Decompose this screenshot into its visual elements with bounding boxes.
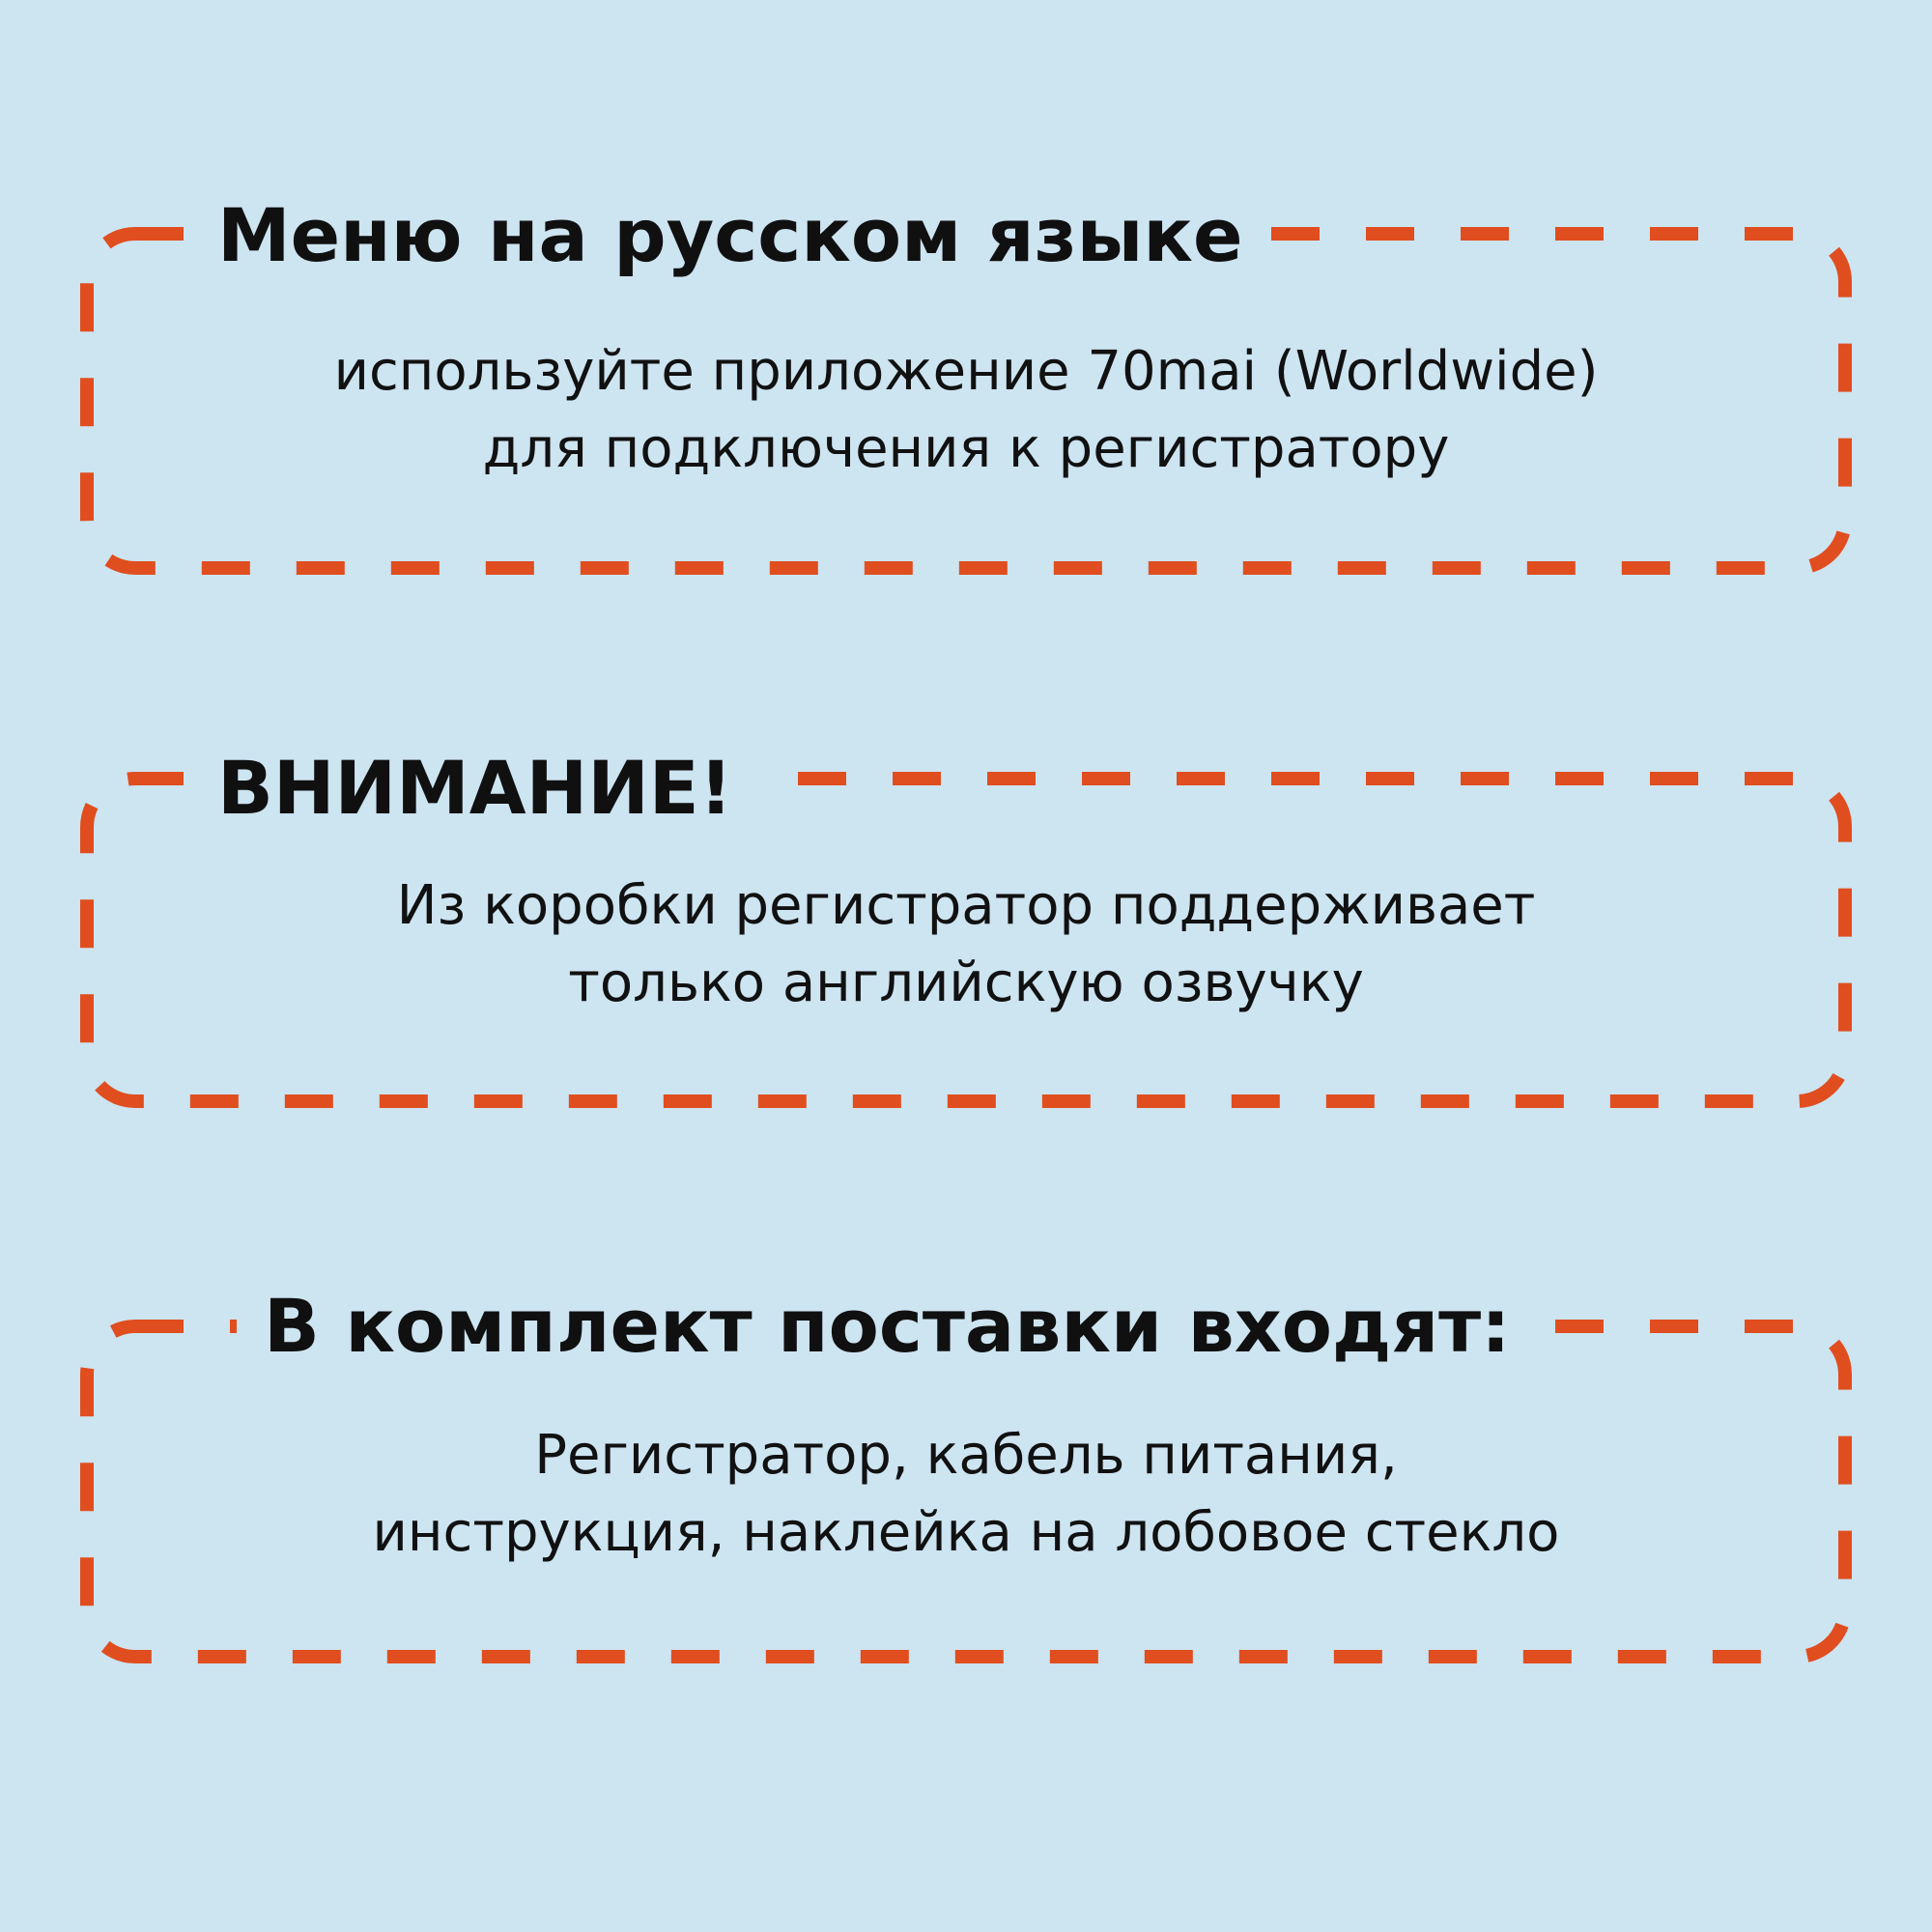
section-text-russian-menu xyxy=(116,333,1816,488)
section-text-package-contents xyxy=(116,1417,1816,1572)
section-text-attention xyxy=(116,867,1816,1022)
section-line: только английскую озвучку xyxy=(568,952,1364,1014)
section-title-attention: ВНИМАНИЕ! xyxy=(190,752,759,825)
section-line: используйте приложение 70mai (Worldwide) xyxy=(333,340,1599,403)
section-line: Из коробки регистратор поддерживает xyxy=(396,874,1536,937)
section-line: для подключения к регистратору xyxy=(482,417,1450,480)
section-line: инструкция, наклейка на лобовое стекло xyxy=(372,1501,1560,1564)
section-title-russian-menu: Меню на русском языке xyxy=(190,199,1270,272)
section-line: Регистратор, кабель питания, xyxy=(534,1424,1398,1487)
section-title-package-contents: В комплект поставки входят: xyxy=(237,1290,1538,1363)
